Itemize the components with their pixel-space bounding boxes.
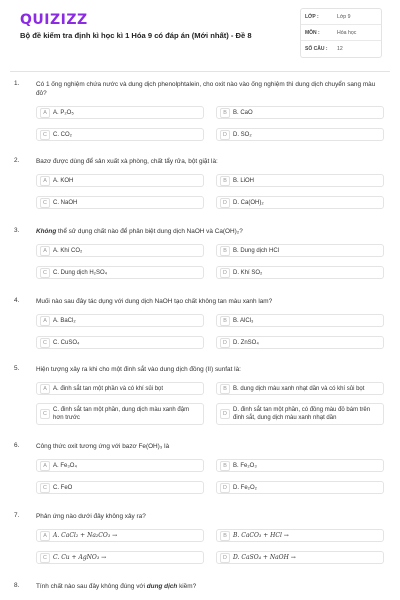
option-c[interactable] [36,128,204,141]
question-text: Có 1 ống nghiệm chứa nước và dung dịch phenolphtalein, cho oxit nào vào ống nghiệm thì dung dịch chuyển sang màu đỏ? [36,81,376,97]
option-text: D. đinh sắt tan một phần, có đồng màu đỏ bám trên đinh sắt, dung dịch màu xanh nhạt dần [233,407,371,421]
option-letter: D [220,409,230,419]
worksheet-header [10,0,390,72]
option-text: A. đinh sắt tan một phần và có khí sủi bọt [53,385,164,392]
question-text: Công thức oxit tương ứng với bazơ Fe(OH)₃ là [36,443,170,450]
option-letter: D [220,338,230,348]
question-number: 7. [14,512,20,519]
option-a[interactable] [36,382,204,395]
option-text: C. NaOH [53,199,78,206]
option-a[interactable] [36,529,204,542]
option-letter: A [40,108,50,118]
meta-label: LỚP : [305,13,319,20]
meta-value: Hóa học [337,29,357,36]
option-letter: B [220,461,230,471]
meta-label: SỐ CÂU : [305,46,328,52]
option-a[interactable] [36,106,204,119]
option-letter: C [40,483,50,493]
option-c[interactable] [36,403,204,425]
question-text: Muối nào sau đây tác dụng với dung dịch NaOH tạo chất không tan màu xanh lam? [36,298,273,305]
question-number: 8. [14,582,20,589]
option-text: B. dung dịch màu xanh nhạt dần và có khí sủi bọt [233,385,365,392]
option-letter: C [40,268,50,278]
option-letter: A [40,176,50,186]
question-4 [10,297,390,346]
option-letter: B [220,176,230,186]
option-a[interactable] [36,244,204,257]
option-d[interactable] [216,336,384,349]
option-text [233,554,300,562]
question-text [36,582,381,591]
option-b[interactable] [216,314,384,327]
option-letter: B [220,531,230,541]
question-number: 4. [14,297,20,304]
question-text-rest: thể sử dụng chất nào để phân biệt dung dịch NaOH và Ca(OH)₂? [56,228,243,235]
option-letter: A [40,531,50,541]
option-text: A. Khí CO₂ [53,247,83,254]
option-letter: C [40,553,50,563]
option-b[interactable] [216,529,384,542]
equation: D. CaSO₄ + NaOH → [233,553,296,561]
option-letter: D [220,483,230,493]
option-d[interactable] [216,403,384,425]
option-text [53,554,110,562]
meta-value: Lớp 9 [337,13,351,20]
meta-row-question-count [301,41,381,57]
option-d[interactable] [216,266,384,279]
option-text: B. Dung dịch HCl [233,247,280,254]
option-text: B. CaO [233,109,253,116]
option-d[interactable] [216,481,384,494]
option-letter: D [220,268,230,278]
equation: A. CaCl₂ + Na₂CO₃ → [53,531,118,539]
option-text: D. ZnSO₄ [233,339,259,346]
option-letter: B [220,108,230,118]
option-d[interactable] [216,551,384,564]
question-number: 2. [14,157,20,164]
option-a[interactable] [36,174,204,187]
meta-label: MÔN : [305,29,320,36]
option-c[interactable] [36,551,204,564]
option-letter: A [40,461,50,471]
option-letter: A [40,316,50,326]
option-text: A. P₂O₅ [53,109,74,116]
worksheet-title: Bộ đề kiểm tra định kì học kì 1 Hóa 9 có đáp án (Mới nhất) - Đề 8 [20,31,252,40]
option-letter: B [220,246,230,256]
option-text [53,532,121,540]
question-8 [10,582,390,591]
option-letter: B [220,384,230,394]
option-text: C. Dung dịch H₂SO₄ [53,269,108,276]
question-text [36,227,381,236]
question-emphasis: dung dịch [146,583,178,590]
question-number: 5. [14,365,20,372]
option-b[interactable] [216,244,384,257]
question-5 [10,365,390,421]
equation: C. Cu + AgNO₃ → [53,553,107,561]
question-emphasis: Không [36,228,57,235]
option-text [233,532,293,540]
question-number: 6. [14,442,20,449]
option-letter: D [220,130,230,140]
meta-row-subject [301,25,381,41]
meta-row-class [301,9,381,25]
option-a[interactable] [36,459,204,472]
option-text: D. Ca(OH)₂ [233,199,264,206]
option-text: A. BaCl₂ [53,317,76,324]
option-text: C. FeO [53,484,73,491]
question-2 [10,157,390,206]
option-d[interactable] [216,128,384,141]
option-text: D. SO₂ [233,131,252,138]
question-text-start: Tính chất nào sau đây không đúng với [36,583,147,590]
quizizz-logo: QUIZIZZ [20,12,88,28]
option-text: B. AlCl₃ [233,317,254,324]
question-3 [10,227,390,276]
option-b[interactable] [216,106,384,119]
option-c[interactable] [36,336,204,349]
option-text: A. Fe₃O₄ [53,462,77,469]
option-text: B. Fe₂O₃ [233,462,257,469]
question-1 [10,80,390,138]
option-c[interactable] [36,481,204,494]
option-b[interactable] [216,174,384,187]
option-d[interactable] [216,196,384,209]
option-text: D. Khí SO₂ [233,269,263,276]
equation: B. CaCO₃ + HCl → [233,531,289,539]
question-6 [10,442,390,491]
question-text: Bazơ được dùng để sản xuất xà phòng, chất tẩy rửa, bột giặt là: [36,158,218,165]
option-letter: C [40,130,50,140]
option-text: B. LiOH [233,177,255,184]
option-letter: A [40,384,50,394]
option-letter: C [40,198,50,208]
option-letter: B [220,316,230,326]
option-letter: C [40,338,50,348]
option-c[interactable] [36,196,204,209]
option-text: C. CuSO₄ [53,339,80,346]
option-c[interactable] [36,266,204,279]
option-b[interactable] [216,382,384,395]
option-text: C. CO₂ [53,131,72,138]
worksheet-meta-box [300,8,382,58]
option-letter: A [40,246,50,256]
question-number: 3. [14,227,20,234]
meta-value: 12 [337,46,343,52]
option-text: A. KOH [53,177,74,184]
option-letter: C [40,409,50,419]
question-text: Hiện tượng xảy ra khi cho một đinh sắt vào dung dịch đồng (II) sunfat là: [36,366,241,373]
question-number: 1. [14,80,20,87]
option-b[interactable] [216,459,384,472]
option-letter: D [220,198,230,208]
question-7 [10,512,390,561]
option-letter: D [220,553,230,563]
question-text-end: kiềm? [177,583,197,590]
option-text: C. đinh sắt tan một phần, dung dịch màu xanh đậm hơn trước [53,407,190,421]
option-a[interactable] [36,314,204,327]
question-text: Phản ứng nào dưới đây không xảy ra? [36,513,146,520]
option-text: D. Fe₂O₂ [233,484,257,491]
